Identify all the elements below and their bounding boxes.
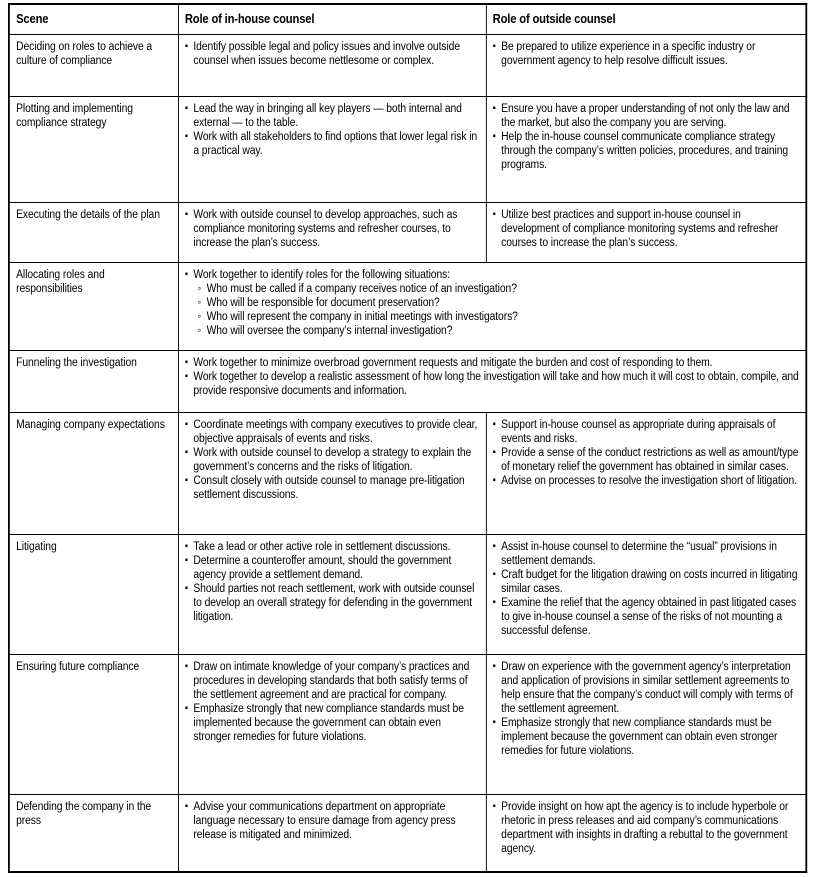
table-row [9, 794, 806, 872]
bullet-item [185, 268, 799, 282]
square-bullet-icon: ▪ [184, 268, 188, 280]
bullet-text: Lead the way in bringing all key players — both internal and external — to the table. [193, 102, 462, 129]
table-row [9, 202, 806, 262]
bullet-text: Should parties not reach settlement, work with outside counsel to develop an overall strategy for defending in the government litigation. [193, 582, 475, 623]
bullet-item [493, 102, 799, 130]
scene-label: Managing company expectations [16, 418, 165, 431]
circle-bullet-icon: ◦ [197, 294, 202, 309]
table-row [9, 34, 806, 96]
merged-counsel-cell [178, 350, 806, 412]
bullet-text: Work with outside counsel to develop a strategy to explain the government’s concerns and the risks of litigation. [193, 446, 472, 473]
bullet-item [493, 418, 799, 446]
outside-cell [486, 96, 806, 202]
scene-cell [9, 34, 178, 96]
outside-cell [486, 794, 806, 872]
square-bullet-icon: ▪ [492, 208, 496, 220]
scene-cell [9, 96, 178, 202]
bullet-text: Identify possible legal and policy issues and involve outside counsel when issues become nettlesome or complex. [193, 40, 461, 67]
table-row [9, 96, 806, 202]
inhouse-cell [178, 412, 486, 534]
circle-bullet-icon: ◦ [197, 280, 202, 295]
bullet-text: Be prepared to utilize experience in a specific industry or government agency to help resolve difficult issues. [501, 40, 756, 67]
square-bullet-icon: ▪ [492, 568, 496, 580]
square-bullet-icon: ▪ [492, 102, 496, 114]
sub-bullet-text: Who will represent the company in initial meetings with investigators? [206, 310, 518, 323]
header-cell-inhouse: Role of in-house counsel [178, 4, 486, 34]
sub-bullet-item [197, 296, 799, 310]
square-bullet-icon: ▪ [184, 660, 188, 672]
outside-cell [486, 412, 806, 534]
square-bullet-icon: ▪ [492, 40, 496, 52]
bullet-item [185, 474, 479, 502]
square-bullet-icon: ▪ [184, 130, 188, 142]
square-bullet-icon: ▪ [492, 540, 496, 552]
scene-cell [9, 654, 178, 794]
bullet-text: Work with outside counsel to develop approaches, such as compliance monitoring systems and refresher courses, to increase the plan’s success. [193, 208, 458, 249]
circle-bullet-icon: ◦ [197, 322, 202, 337]
bullet-item [185, 370, 799, 398]
header-cell-outside: Role of outside counsel [486, 4, 806, 34]
bullet-text: Work together to identify roles for the following situations: [193, 268, 451, 281]
sub-bullet-item [197, 324, 799, 338]
bullet-item [185, 800, 479, 842]
square-bullet-icon: ▪ [184, 702, 188, 714]
scene-label: Allocating roles and responsibilities [16, 268, 105, 295]
inhouse-cell [178, 96, 486, 202]
table-row [9, 350, 806, 412]
table-row [9, 412, 806, 534]
bullet-item [185, 582, 479, 624]
bullet-item [185, 554, 479, 582]
square-bullet-icon: ▪ [184, 418, 188, 430]
bullet-text: Advise on processes to resolve the investigation short of litigation. [501, 474, 797, 487]
scene-label: Funneling the investigation [16, 356, 137, 369]
scene-label: Litigating [16, 540, 57, 553]
bullet-text: Emphasize strongly that new compliance standards must be implement because the government can obtain even stronger remedies for future violations. [501, 716, 778, 757]
bullet-item [185, 660, 479, 702]
outside-cell [486, 34, 806, 96]
bullet-text: Ensure you have a proper understanding of not only the law and the market, but also the company you are serving. [501, 102, 790, 129]
square-bullet-icon: ▪ [492, 596, 496, 608]
square-bullet-icon: ▪ [184, 356, 188, 368]
table-row [9, 654, 806, 794]
bullet-text: Consult closely with outside counsel to manage pre-litigation settlement discussions. [193, 474, 465, 501]
inhouse-cell [178, 202, 486, 262]
scene-label: Plotting and implementing compliance strategy [16, 102, 133, 129]
bullet-item [493, 130, 799, 172]
square-bullet-icon: ▪ [492, 800, 496, 812]
square-bullet-icon: ▪ [184, 474, 188, 486]
inhouse-cell [178, 794, 486, 872]
inhouse-cell [178, 654, 486, 794]
square-bullet-icon: ▪ [184, 446, 188, 458]
scene-cell [9, 412, 178, 534]
bullet-item [493, 40, 799, 68]
bullet-text: Coordinate meetings with company executives to provide clear, objective appraisals of events and risks. [193, 418, 478, 445]
scene-label: Defending the company in the press [16, 800, 152, 827]
square-bullet-icon: ▪ [184, 800, 188, 812]
bullet-item [493, 800, 799, 856]
sub-bullet-text: Who will be responsible for document preservation? [206, 296, 440, 309]
sub-bullet-item [197, 310, 799, 324]
table-row [9, 534, 806, 654]
bullet-text: Emphasize strongly that new compliance standards must be implemented because the government can obtain even stronger remedies for future violations. [193, 702, 464, 743]
document-page [8, 3, 805, 873]
scene-cell [9, 202, 178, 262]
bullet-item [185, 40, 479, 68]
sub-bullet-item [197, 282, 799, 296]
outside-cell [486, 654, 806, 794]
bullet-item [493, 208, 799, 250]
inhouse-cell [178, 34, 486, 96]
bullet-item [493, 568, 799, 596]
square-bullet-icon: ▪ [184, 554, 188, 566]
bullet-item [493, 540, 799, 568]
bullet-text: Draw on intimate knowledge of your company’s practices and procedures in developing standards that both satisfy terms of the settlement agreement and are practical for company. [193, 660, 470, 701]
bullet-item [493, 596, 799, 638]
inhouse-cell [178, 534, 486, 654]
bullet-item [493, 716, 799, 758]
scene-cell [9, 534, 178, 654]
bullet-text: Draw on experience with the government agency’s interpretation and application of provisions in similar settlement agreements to help ensure that the company’s conduct will comply with terms of the settlement agreement. [501, 660, 793, 715]
merged-counsel-cell [178, 262, 806, 350]
bullet-text: Provide insight on how apt the agency is to include hyperbole or rhetoric in press releases and aid company’s communications department with insights in drafting a rebuttal to the government agency. [501, 800, 789, 855]
scene-cell [9, 262, 178, 350]
square-bullet-icon: ▪ [184, 370, 188, 382]
scene-cell [9, 350, 178, 412]
scene-label: Ensuring future compliance [16, 660, 140, 673]
square-bullet-icon: ▪ [492, 474, 496, 486]
square-bullet-icon: ▪ [492, 418, 496, 430]
circle-bullet-icon: ◦ [197, 308, 202, 323]
bullet-text: Help the in-house counsel communicate compliance strategy through the company’s written policies, procedures, and training programs. [501, 130, 789, 171]
bullet-text: Support in-house counsel as appropriate during appraisals of events and risks. [501, 418, 776, 445]
outside-cell [486, 202, 806, 262]
bullet-item [493, 474, 799, 488]
bullet-text: Work together to develop a realistic assessment of how long the investigation will take and how much it will cost to obtain, compile, and provide responsive documents and information. [193, 370, 799, 397]
bullet-item [185, 446, 479, 474]
bullet-text: Determine a counteroffer amount, should the government agency provide a settlement demand. [193, 554, 452, 581]
bullet-item [493, 660, 799, 716]
bullet-item [185, 102, 479, 130]
table-row [9, 262, 806, 350]
sub-bullet-text: Who must be called if a company receives notice of an investigation? [206, 282, 517, 295]
square-bullet-icon: ▪ [184, 208, 188, 220]
bullet-item [185, 208, 479, 250]
square-bullet-icon: ▪ [184, 540, 188, 552]
bullet-text: Work with all stakeholders to find options that lower legal risk in a practical way. [193, 130, 478, 157]
bullet-item [185, 702, 479, 744]
bullet-text: Assist in-house counsel to determine the “usual” provisions in settlement demands. [501, 540, 777, 567]
square-bullet-icon: ▪ [184, 582, 188, 594]
bullet-text: Provide a sense of the conduct restrictions as well as amount/type of monetary relief the government has obtained in similar cases. [501, 446, 799, 473]
bullet-item [493, 446, 799, 474]
outside-cell [486, 534, 806, 654]
square-bullet-icon: ▪ [492, 446, 496, 458]
bullet-text: Examine the relief that the agency obtained in past litigated cases to give in-house counsel a sense of the risks of not mounting a successful defense. [501, 596, 797, 637]
scene-cell [9, 794, 178, 872]
square-bullet-icon: ▪ [492, 660, 496, 672]
bullet-item [185, 356, 799, 370]
sub-bullet-list [197, 282, 799, 338]
square-bullet-icon: ▪ [492, 716, 496, 728]
bullet-item [185, 130, 479, 158]
header-row [9, 4, 806, 34]
bullet-item [185, 418, 479, 446]
bullet-text: Utilize best practices and support in-house counsel in development of compliance monitoring systems and refresher courses to increase the plan’s success. [501, 208, 779, 249]
square-bullet-icon: ▪ [184, 40, 188, 52]
bullet-item [185, 540, 479, 554]
square-bullet-icon: ▪ [492, 130, 496, 142]
scene-label: Deciding on roles to achieve a culture of compliance [16, 40, 153, 67]
bullet-text: Advise your communications department on appropriate language necessary to ensure damage from agency press release is mitigated and minimized. [193, 800, 456, 841]
bullet-text: Work together to minimize overbroad government requests and mitigate the burden and cost of responding to them. [193, 356, 713, 369]
sub-bullet-text: Who will oversee the company’s internal investigation? [206, 324, 453, 337]
counsel-roles-table [8, 3, 807, 873]
header-cell-scene: Scene [9, 4, 178, 34]
bullet-text: Craft budget for the litigation drawing on costs incurred in litigating similar cases. [501, 568, 798, 595]
square-bullet-icon: ▪ [184, 102, 188, 114]
bullet-text: Take a lead or other active role in settlement discussions. [193, 540, 451, 553]
scene-label: Executing the details of the plan [16, 208, 160, 221]
